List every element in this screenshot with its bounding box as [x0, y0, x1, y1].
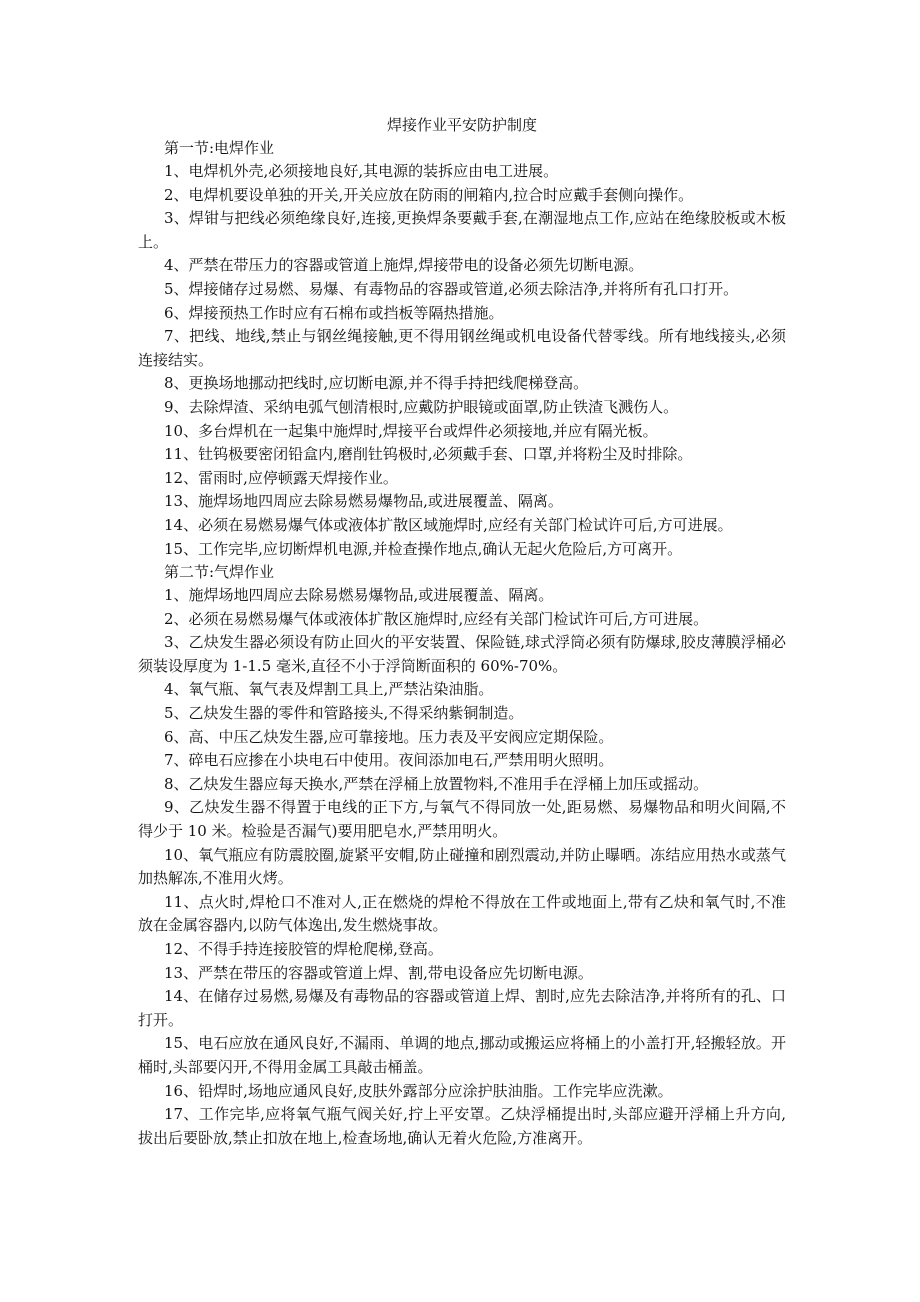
rule-item: 12、雷雨时,应停顿露天焊接作业。	[164, 468, 398, 487]
document-title: 焊接作业平安防护制度	[386, 116, 537, 134]
section-electric-welding	[138, 137, 786, 561]
rule-item: 16、铅焊时,场地应通风良好,皮肤外露部分应涂护肤油脂。工作完毕应洗漱。	[164, 1081, 673, 1100]
section-gas-welding	[138, 561, 786, 1150]
rule-item: 10、氧气瓶应有防震胶圈,旋紧平安帽,防止碰撞和剧烈震动,并防止曝晒。冻结应用热水或蒸气加热解冻,不准用火烤。	[138, 845, 786, 888]
rule-item: 4、氧气瓶、氧气表及焊割工具上,严禁沾染油脂。	[164, 680, 494, 699]
rule-item: 11、钍钨极要密闭铅盒内,磨削钍钨极时,必须戴手套、口罩,并将粉尘及时排除。	[164, 445, 693, 464]
rule-item: 6、高、中压乙炔发生器,应可靠接地。压力表及平安阀应定期保险。	[164, 727, 614, 746]
rule-item: 5、焊接储存过易燃、易爆、有毒物品的容器或管道,必须去除洁净,并将所有孔口打开。	[164, 279, 739, 298]
rule-item: 9、去除焊渣、采纳电弧气刨清根时,应戴防护眼镜或面罩,防止铁渣飞溅伤人。	[164, 397, 679, 416]
rule-item: 13、严禁在带压的容器或管道上焊、割,带电设备应先切断电源。	[164, 963, 593, 982]
rule-item: 15、电石应放在通风良好,不漏雨、单调的地点,挪动或搬运应将桶上的小盖打开,轻搬轻放。开桶时,头部要闪开,不得用金属工具敲击桶盖。	[138, 1034, 786, 1076]
document-page	[138, 114, 786, 1150]
rule-item: 17、工作完毕,应将氧气瓶气阀关好,拧上平安罩。乙炔浮桶提出时,头部应避开浮桶上升方向,拔出后要卧放,禁止扣放在地上,检查场地,确认无着火危险,方准离开。	[138, 1105, 786, 1147]
section-heading: 第二节:气焊作业	[164, 563, 275, 582]
rule-item: 14、在储存过易燃,易爆及有毒物品的容器或管道上焊、割时,应先去除洁净,并将所有的孔、口打开。	[138, 987, 786, 1029]
rule-item: 1、施焊场地四周应去除易燃易爆物品,或进展覆盖、隔离。	[164, 586, 554, 605]
rule-item: 3、乙炔发生器必须设有防止回火的平安装置、保险链,球式浮筒必须有防爆球,胶皮薄膜浮桶必须装设厚度为 1-1.5 毫米,直径不小于浮筒断面积的 60%-70%。	[138, 633, 786, 675]
rule-item: 10、多台焊机在一起集中施焊时,焊接平台或焊件必须接地,并应有隔光板。	[164, 421, 658, 440]
section-items	[138, 160, 786, 561]
rule-item: 3、焊钳与把线必须绝缘良好,连接,更换焊条要戴手套,在潮湿地点工作,应站在绝缘胶板或木板上。	[138, 209, 786, 251]
rule-item: 1、电焊机外壳,必须接地良好,其电源的装拆应由电工进展。	[164, 162, 559, 180]
rule-item: 4、严禁在带压力的容器或管道上施焊,焊接带电的设备必须先切断电源。	[164, 256, 644, 275]
rule-item: 7、碎电石应掺在小块电石中使用。夜间添加电石,严禁用明火照明。	[164, 751, 614, 770]
rule-item: 5、乙炔发生器的零件和管路接头,不得采纳紫铜制造。	[164, 704, 524, 723]
rule-item: 6、焊接预热工作时应有石棉布或挡板等隔热措施。	[164, 303, 504, 322]
rule-item: 15、工作完毕,应切断焊机电源,并检查操作地点,确认无起火危险后,方可离开。	[164, 539, 683, 558]
rule-item: 8、更换场地挪动把线时,应切断电源,并不得手持把线爬梯登高。	[164, 374, 589, 393]
rule-item: 14、必须在易燃易爆气体或液体扩散区域施焊时,应经有关部门检试许可后,方可进展。	[164, 515, 733, 534]
rule-item: 8、乙炔发生器应每天换水,严禁在浮桶上放置物料,不准用手在浮桶上加压或摇动。	[164, 774, 709, 793]
section-heading: 第一节:电焊作业	[164, 139, 275, 157]
rule-item: 2、必须在易燃易爆气体或液体扩散区施焊时,应经有关部门检试许可后,方可进展。	[164, 609, 709, 628]
rule-item: 13、施焊场地四周应去除易燃易爆物品,或进展覆盖、隔离。	[164, 492, 563, 511]
rule-item: 7、把线、地线,禁止与钢丝绳接触,更不得用钢丝绳或机电设备代替零线。所有地线接头,必须连接结实。	[138, 327, 786, 369]
rule-item: 2、电焊机要设单独的开关,开关应放在防雨的闸箱内,拉合时应戴手套侧向操作。	[164, 185, 694, 204]
section-items	[138, 584, 786, 1150]
rule-item: 11、点火时,焊枪口不准对人,正在燃烧的焊枪不得放在工件或地面上,带有乙炔和氧气时,不准放在金属容器内,以防气体逸出,发生燃烧事故。	[138, 892, 786, 935]
rule-item: 12、不得手持连接胶管的焊枪爬梯,登高。	[164, 940, 443, 958]
rule-item: 9、乙炔发生器不得置于电线的正下方,与氧气不得同放一处,距易燃、易爆物品和明火间隔,不得少于 10 米。检验是否漏气)要用肥皂水,严禁用明火。	[138, 798, 786, 841]
